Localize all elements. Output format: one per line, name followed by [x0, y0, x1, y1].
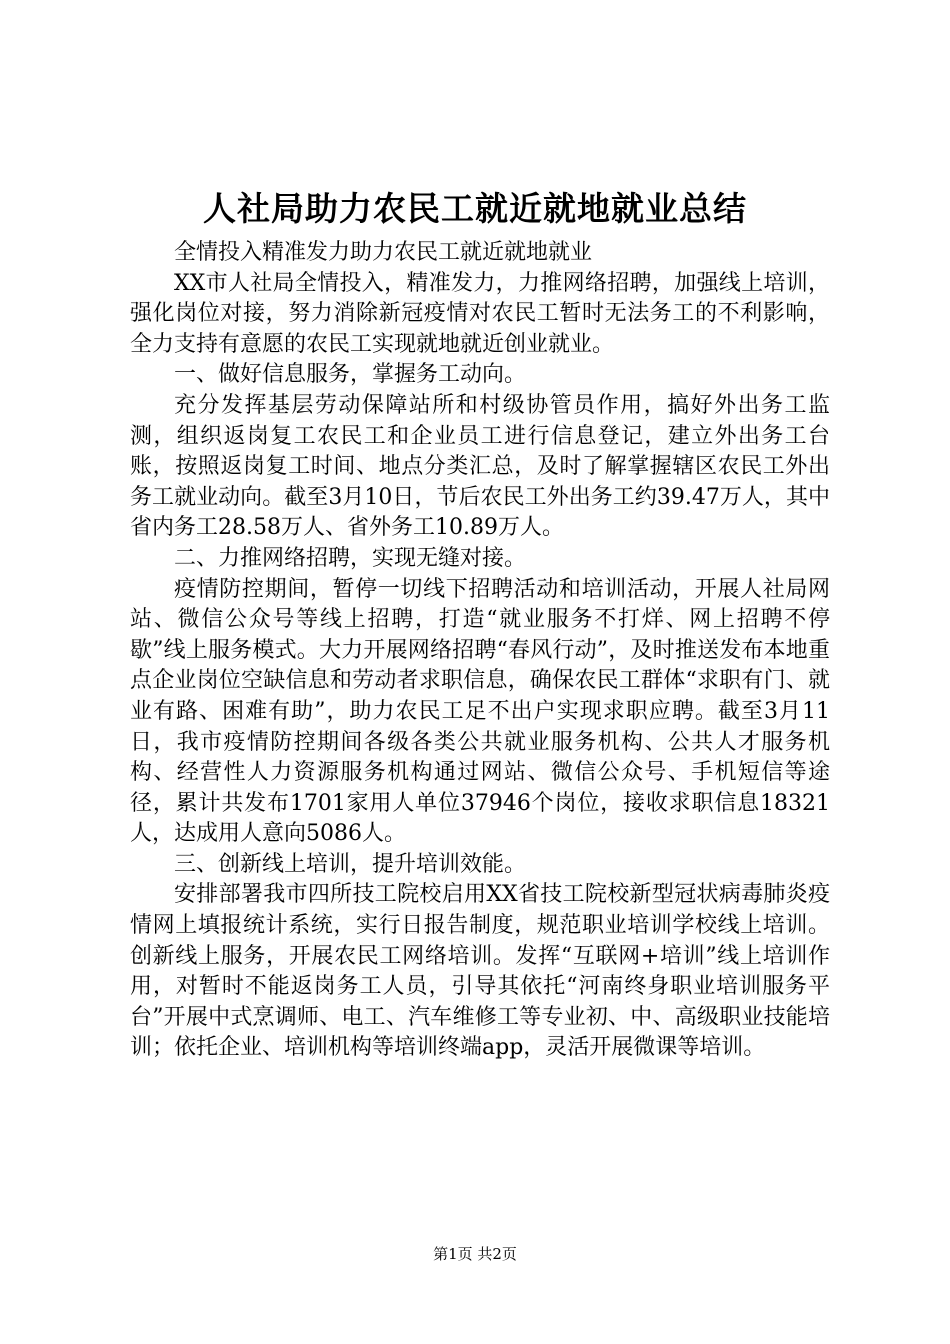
section-heading-3: 三、创新线上培训，提升培训效能。: [174, 851, 527, 877]
intro-paragraph: XX市人社局全情投入，精准发力，力推网络招聘，加强线上培训，强化岗位对接，努力消除新冠疫情对农民工暂时无法务工的不利影响，全力支持有意愿的农民工实现就地就近创业就业。: [130, 270, 830, 357]
page-number-footer: 第1页 共2页: [433, 1245, 517, 1263]
subtitle-paragraph: 全情投入精准发力助力农民工就近就地就业: [174, 240, 593, 265]
section-heading-1: 一、做好信息服务，掌握务工动向。: [174, 362, 527, 388]
document-title: 人社局助力农民工就近就地就业总结: [203, 189, 747, 228]
section-paragraph-2: 疫情防控期间，暂停一切线下招聘活动和培训活动，开展人社局网站、微信公众号等线上招聘，打造“就业服务不打烊、网上招聘不停歇”线上服务模式。大力开展网络招聘“春风行动”，及时推送发布本地重点企业岗位空缺信息和劳动者求职信息，确保农民工群体“求职有门、就业有路、困难有助”，助力农民工足不出户实现求职应聘。截至3月11日，我市疫情防控期间各级各类公共就业服务机构、公共人才服务机构、经营性人力资源服务机构通过网站、微信公众号、手机短信等途径，累计共发布1701家用人单位37946个岗位，接收求职信息18321人，达成用人意向5086人。: [130, 576, 830, 847]
document-body: [130, 238, 830, 1064]
section-heading-2: 二、力推网络招聘，实现无缝对接。: [174, 545, 527, 571]
section-paragraph-3: 安排部署我市四所技工院校启用XX省技工院校新型冠状病毒肺炎疫情网上填报统计系统，实行日报告制度，规范职业培训学校线上培训。创新线上服务，开展农民工网络培训。发挥“互联网+培训”线上培训作用，对暂时不能返岗务工人员，引导其依托“河南终身职业培训服务平台”开展中式烹调师、电工、汽车维修工等专业初、中、高级职业技能培训；依托企业、培训机构等培训终端app，灵活开展微课等培训。: [130, 882, 830, 1061]
section-paragraph-1: 充分发挥基层劳动保障站所和村级协管员作用，搞好外出务工监测，组织返岗复工农民工和企业员工进行信息登记，建立外出务工台账，按照返岗复工时间、地点分类汇总，及时了解掌握辖区农民工外出务工就业动向。截至3月10日，节后农民工外出务工约39.47万人，其中省内务工28.58万人、省外务工10.89万人。: [130, 392, 830, 541]
